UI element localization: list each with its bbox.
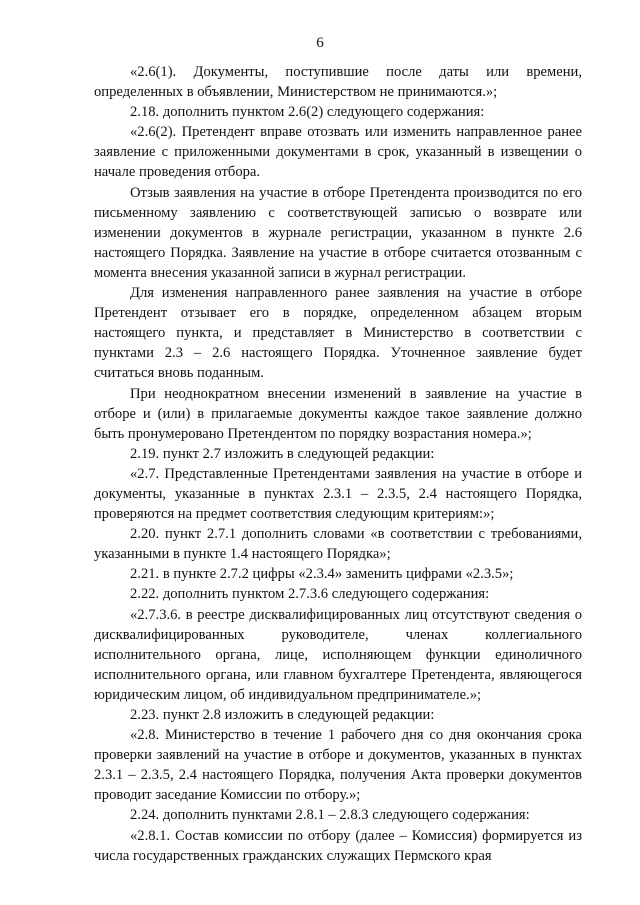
paragraph-2-18: 2.18. дополнить пунктом 2.6(2) следующего содержания:	[130, 104, 485, 121]
paragraph-2-24: 2.24. дополнить пунктами 2.8.1 – 2.8.3 следующего содержания:	[130, 807, 530, 824]
paragraph-2-6-2: «2.6(2). Претендент вправе отозвать или изменить направленное ранее заявление с приложенными документами в срок, указанный в извещении о начале проведения отбора.	[94, 124, 582, 181]
paragraph-2-8-1: «2.8.1. Состав комиссии по отбору (далее – Комиссия) формируется из числа государственных гражданских служащих Пермского края	[94, 827, 582, 864]
paragraph-2-7: «2.7. Представленные Претендентами заявления на участие в отборе и документы, указанные в пунктах 2.3.1 – 2.3.5, 2.4 настоящего Порядка, проверяются на предмет соответствия следующим критериям:»;	[94, 465, 582, 523]
paragraph-repeated-changes: При неоднократном внесении изменений в заявление на участие в отборе и (или) в прилагаемые документы каждое такое заявление должно быть пронумеровано Претендентом по порядку возрастания номера.»;	[94, 385, 582, 442]
paragraph-2-22: 2.22. дополнить пунктом 2.7.3.6 следующего содержания:	[130, 586, 490, 603]
paragraph-2-6-1: «2.6(1). Документы, поступившие после даты или времени, определенных в объявлении, Министерством не принимаются.»;	[94, 64, 582, 101]
paragraph-2-8: «2.8. Министерство в течение 1 рабочего дня со дня окончания срока проверки заявлений на участие в отборе и документов, указанных в пунктах 2.3.1 – 2.3.5, 2.4 настоящего Порядка, получения Акта проверки документов проводит заседание Комиссии по отбору.»;	[94, 727, 582, 804]
paragraph-withdrawal: Отзыв заявления на участие в отборе Претендента производится по его письменному заявлению с соответствующей записью о возврате или изменении документов в журнале регистрации, указанном в пункте 2.6 настоящего Порядка. Заявление на участие в отборе считается отозванным с момента внесения указанной записи в журнал регистрации.	[94, 184, 582, 281]
paragraph-2-7-3-6: «2.7.3.6. в реестре дисквалифицированных лиц отсутствуют сведения о дисквалифицированных руководителе, членах коллегиального исполнительного органа, лице, исполняющем функции единоличного исполнительного органа, или главном бухгалтере Претендента, являющегося юридическим лицом, об индивидуальном предпринимателе.»;	[94, 606, 582, 703]
page-number: 6	[316, 35, 324, 51]
paragraph-2-23: 2.23. пункт 2.8 изложить в следующей редакции:	[130, 707, 435, 723]
paragraph-2-20: 2.20. пункт 2.7.1 дополнить словами «в соответствии с требованиями, указанными в пункте 1.4 настоящего Порядка»;	[94, 526, 582, 563]
paragraph-change-application: Для изменения направленного ранее заявления на участие в отборе Претендент отзывает его в порядке, определенном абзацем вторым настоящего пункта, и представляет в Министерство в соответствии с пунктами 2.3 – 2.6 настоящего Порядка. Уточненное заявление будет считаться вновь поданным.	[94, 285, 582, 382]
document-body	[94, 62, 582, 866]
paragraph-2-21: 2.21. в пункте 2.7.2 цифры «2.3.4» заменить цифрами «2.3.5»;	[130, 566, 514, 583]
paragraph-2-19: 2.19. пункт 2.7 изложить в следующей редакции:	[130, 445, 435, 462]
